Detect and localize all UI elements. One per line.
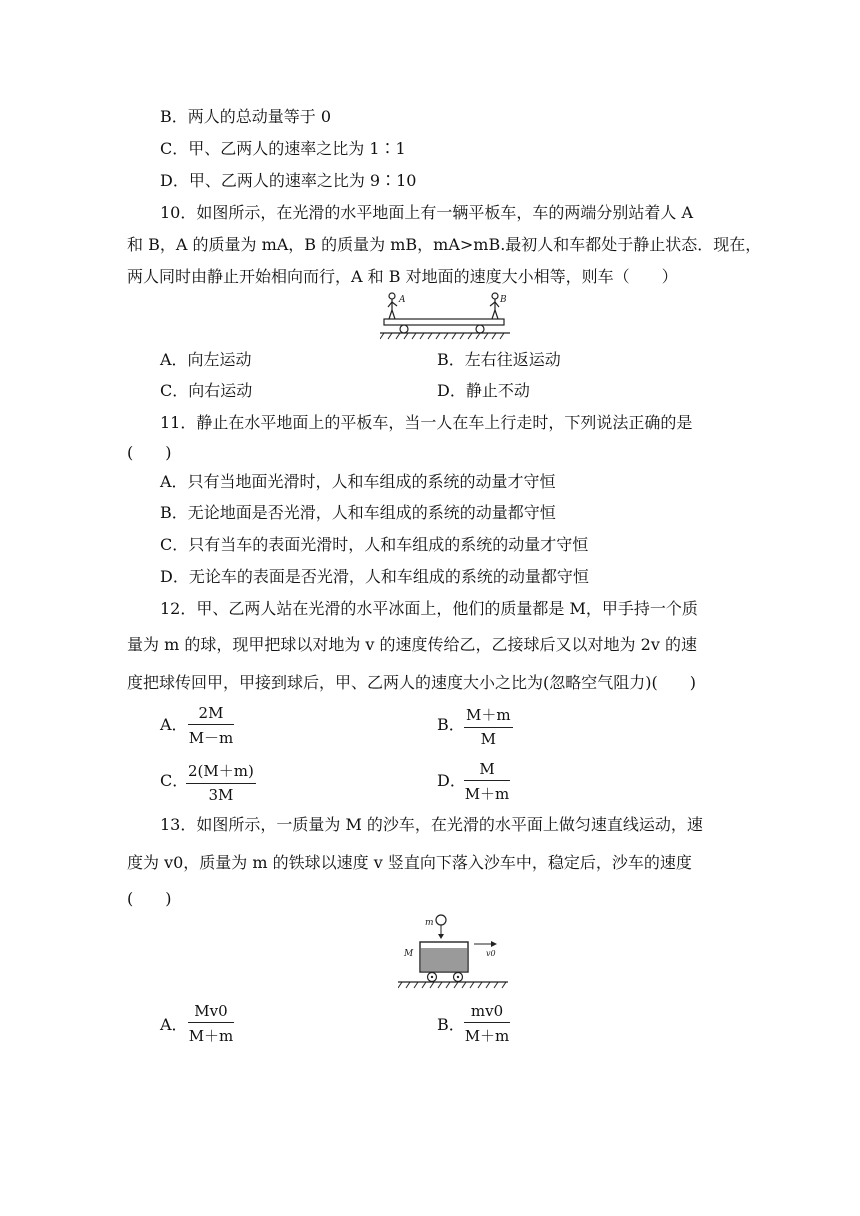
q12-option-b-numerator: M＋m <box>464 704 513 728</box>
q13-option-a-fraction <box>188 1002 234 1046</box>
q12-option-d-denominator: M＋m <box>464 785 510 803</box>
q12-stem-line-1: 12．甲、乙两人站在光滑的水平冰面上，他们的质量都是 M，甲手持一个质 <box>160 599 698 618</box>
q11-option-b: B．无论地面是否光滑，人和车组成的系统的动量都守恒 <box>160 503 556 522</box>
q10-option-d: D．静止不动 <box>437 381 530 400</box>
q13-stem-line-1: 13．如图所示，一质量为 M 的沙车，在光滑的水平面上做匀速直线运动，速 <box>160 815 703 834</box>
q13-option-b-fraction <box>464 1002 510 1046</box>
q12-option-c-numerator: 2(M＋m) <box>186 760 256 784</box>
q13-stem-line-3: ( ) <box>127 889 172 908</box>
q10-option-c: C．向右运动 <box>160 381 253 400</box>
q13-sandcart-figure <box>398 910 510 990</box>
q10-figure-label-b: B <box>500 295 507 305</box>
q10-stem-line-1: 10．如图所示，在光滑的水平地面上有一辆平板车，车的两端分别站着人 A <box>160 203 694 222</box>
q9-option-c: C．甲、乙两人的速率之比为 1∶1 <box>160 139 406 158</box>
q10-option-b: B．左右往返运动 <box>437 350 561 369</box>
q12-option-b-fraction <box>464 704 513 748</box>
q11-stem-line-1: 11．静止在水平地面上的平板车，当一人在车上行走时，下列说法正确的是 <box>160 413 693 432</box>
q13-figure-label-cart: M <box>404 949 414 959</box>
q10-figure-label-a: A <box>399 295 406 305</box>
q9-option-b: B．两人的总动量等于 0 <box>160 107 332 126</box>
q12-option-b-denominator: M <box>480 730 496 748</box>
q13-figure-label-m: m <box>425 918 434 928</box>
q11-option-d: D．无论车的表面是否光滑，人和车组成的系统的动量都守恒 <box>160 567 589 586</box>
q12-option-c-label: C． <box>160 771 189 790</box>
q12-option-c-fraction <box>186 760 256 804</box>
q11-option-a: A．只有当地面光滑时，人和车组成的系统的动量才守恒 <box>160 472 556 491</box>
q10-stem-line-2: 和 B，A 的质量为 mA，B 的质量为 mB，mA>mB.最初人和车都处于静止状态．现在， <box>127 235 762 254</box>
q12-option-a-label: A． <box>160 715 188 734</box>
q13-option-a-label: A． <box>160 1015 188 1034</box>
q11-stem-line-2: ( ) <box>127 443 172 462</box>
q13-option-b-denominator: M＋m <box>464 1027 510 1045</box>
q10-flatcar-figure <box>380 288 510 340</box>
q13-option-a-numerator: Mv0 <box>188 1002 234 1023</box>
q12-stem-line-3: 度把球传回甲，甲接到球后，甲、乙两人的速度大小之比为(忽略空气阻力)( ) <box>127 673 696 692</box>
q10-option-a: A．向左运动 <box>160 350 252 369</box>
q12-option-b-label: B． <box>437 715 465 734</box>
q11-option-c: C．只有当车的表面光滑时，人和车组成的系统的动量才守恒 <box>160 535 589 554</box>
q12-option-c-denominator: 3M <box>208 786 234 804</box>
q12-option-a-denominator: M－m <box>188 729 234 747</box>
q9-option-d: D．甲、乙两人的速率之比为 9∶10 <box>160 171 417 190</box>
q12-option-d-numerator: M <box>464 760 510 781</box>
q13-stem-line-2: 度为 v0，质量为 m 的铁球以速度 v 竖直向下落入沙车中，稳定后，沙车的速度 <box>127 853 692 872</box>
q12-stem-line-2: 量为 m 的球，现甲把球以对地为 v 的速度传给乙，乙接球后又以对地为 2v 的速 <box>127 635 697 654</box>
q13-option-b-numerator: mv0 <box>464 1002 510 1023</box>
q13-figure-label-v0: v0 <box>486 949 496 958</box>
q10-stem-line-3: 两人同时由静止开始相向而行，A 和 B 对地面的速度大小相等，则车（ ） <box>127 267 678 286</box>
q13-option-b-label: B． <box>437 1015 465 1034</box>
q12-option-d-label: D． <box>437 771 466 790</box>
q12-option-a-numerator: 2M <box>188 704 234 725</box>
q12-option-a-fraction <box>188 704 234 748</box>
q13-option-a-denominator: M＋m <box>188 1027 234 1045</box>
q12-option-d-fraction <box>464 760 510 804</box>
